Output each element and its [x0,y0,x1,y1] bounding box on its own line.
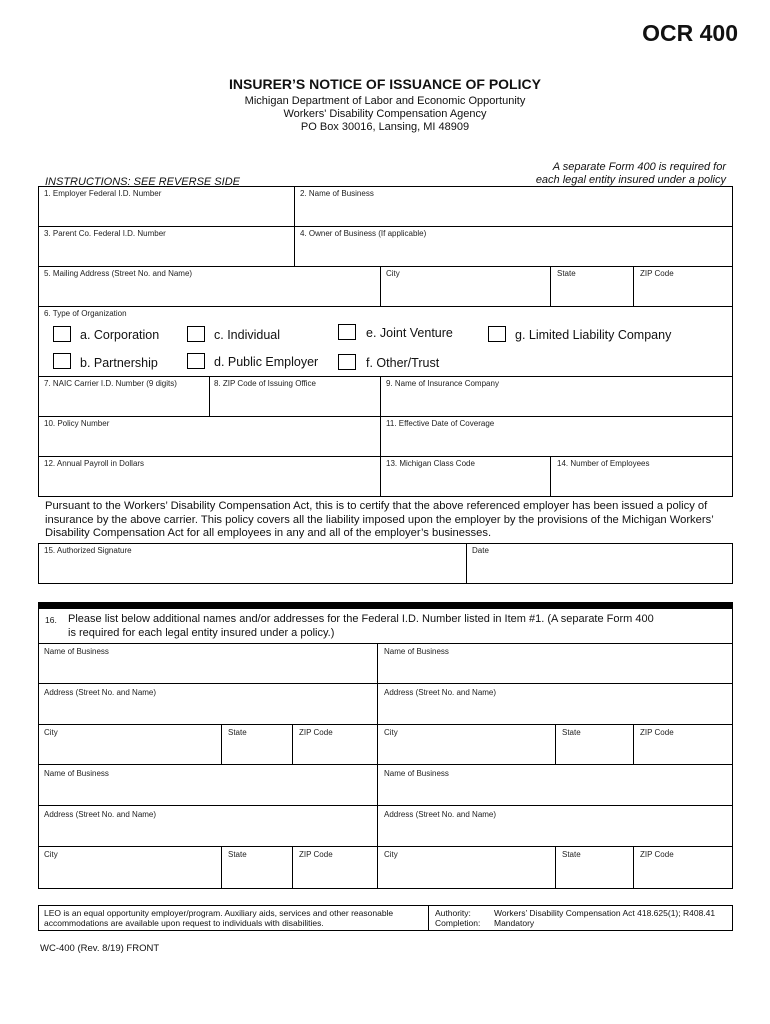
separate-form-note-1: A separate Form 400 is required for [552,161,726,173]
llc-label: g. Limited Liability Company [515,328,672,342]
corporation-checkbox[interactable] [53,326,71,342]
add-state-1-right[interactable]: State [562,728,581,737]
effective-date-field[interactable]: 11. Effective Date of Coverage [386,419,495,428]
annual-payroll-field[interactable]: 12. Annual Payroll in Dollars [44,459,145,468]
other-trust-label: f. Other/Trust [366,356,440,370]
public-employer-label: d. Public Employer [214,355,319,369]
issuing-office-zip-field[interactable]: 8. ZIP Code of Issuing Office [214,379,316,388]
state-field[interactable]: State [557,269,576,278]
add-zip-1-left[interactable]: ZIP Code [299,728,333,737]
org-type-label: 6. Type of Organization [44,309,127,318]
add-zip-2-right[interactable]: ZIP Code [640,850,674,859]
policy-number-field[interactable]: 10. Policy Number [44,419,110,428]
number-of-employees-field[interactable]: 14. Number of Employees [557,459,650,468]
instructions-note: INSTRUCTIONS: SEE REVERSE SIDE [45,176,240,188]
add-address-2-right[interactable]: Address (Street No. and Name) [384,810,497,819]
add-city-2-left[interactable]: City [44,850,58,859]
class-code-field[interactable]: 13. Michigan Class Code [386,459,475,468]
add-address-2-left[interactable]: Address (Street No. and Name) [44,810,157,819]
add-business-name-1-right[interactable]: Name of Business [384,647,449,656]
form-revision: WC-400 (Rev. 8/19) FRONT [40,943,160,954]
signature-date-field[interactable]: Date [472,546,489,555]
insurance-company-field[interactable]: 9. Name of Insurance Company [386,379,499,388]
completion-label: Completion: [435,918,481,928]
authority-value: Workers’ Disability Compensation Act 418.625(1); R408.41 [494,908,716,918]
partnership-checkbox[interactable] [53,353,71,369]
employer-info-box [38,186,733,307]
section-divider-bar [38,602,733,609]
add-state-2-left[interactable]: State [228,850,247,859]
add-state-2-right[interactable]: State [562,850,581,859]
section-16-text-1: Please list below additional names and/or addresses for the Federal I.D. Number listed in Item #1. (A separate Form 400 [68,613,654,625]
parent-federal-id-field[interactable]: 3. Parent Co. Federal I.D. Number [44,229,166,238]
business-name-field[interactable]: 2. Name of Business [300,189,374,198]
joint-venture-checkbox[interactable] [338,324,356,340]
agency-line-1: Michigan Department of Labor and Economic Opportunity [244,95,526,107]
other-trust-checkbox[interactable] [338,354,356,370]
add-address-1-left[interactable]: Address (Street No. and Name) [44,688,157,697]
authorized-signature-field[interactable]: 15. Authorized Signature [44,546,132,555]
individual-checkbox[interactable] [187,326,205,342]
add-business-name-2-left[interactable]: Name of Business [44,769,109,778]
signature-box [38,543,733,584]
business-owner-field[interactable]: 4. Owner of Business (If applicable) [300,229,427,238]
leo-notice-line-2: accommodations are available upon request to individuals with disabilities. [44,918,324,928]
zip-field[interactable]: ZIP Code [640,269,674,278]
authority-label: Authority: [435,908,471,918]
add-state-1-left[interactable]: State [228,728,247,737]
completion-value: Mandatory [494,918,535,928]
add-city-2-right[interactable]: City [384,850,398,859]
naic-carrier-id-field[interactable]: 7. NAIC Carrier I.D. Number (9 digits) [44,379,177,388]
agency-line-3: PO Box 30016, Lansing, MI 48909 [300,121,470,133]
form-number: OCR 400 [642,20,738,46]
add-address-1-right[interactable]: Address (Street No. and Name) [384,688,497,697]
public-employer-checkbox[interactable] [187,353,205,369]
add-business-name-2-right[interactable]: Name of Business [384,769,449,778]
add-zip-1-right[interactable]: ZIP Code [640,728,674,737]
joint-venture-label: e. Joint Venture [366,326,453,340]
add-city-1-right[interactable]: City [384,728,398,737]
certification-text: Pursuant to the Workers’ Disability Compensation Act, this is to certify that the above referenced employer has been issued a policy of insurance by the above carrier. This policy covers all the liability imposed upon the employer by the provisions of the Michigan Workers’ Disability Compensation Act for all employees in any and all of the employer’s businesses. [45,500,714,539]
add-business-name-1-left[interactable]: Name of Business [44,647,109,656]
add-zip-2-left[interactable]: ZIP Code [299,850,333,859]
employer-federal-id-field[interactable]: 1. Employer Federal I.D. Number [44,189,162,198]
city-field[interactable]: City [386,269,400,278]
section-16-number: 16. [45,615,57,625]
leo-notice-line-1: LEO is an equal opportunity employer/program. Auxiliary aids, services and other reasonable [44,908,394,918]
add-city-1-left[interactable]: City [44,728,58,737]
separate-form-note-2: each legal entity insured under a policy [535,174,726,186]
policy-info-box [38,376,733,497]
agency-line-2: Workers' Disability Compensation Agency [283,108,487,120]
form-title: INSURER’S NOTICE OF ISSUANCE OF POLICY [229,76,541,92]
individual-label: c. Individual [214,328,281,342]
corporation-label: a. Corporation [80,328,160,342]
section-16-text-2: is required for each legal entity insured under a policy.) [68,627,335,639]
partnership-label: b. Partnership [80,356,158,370]
llc-checkbox[interactable] [488,326,506,342]
mailing-address-field[interactable]: 5. Mailing Address (Street No. and Name) [44,269,193,278]
